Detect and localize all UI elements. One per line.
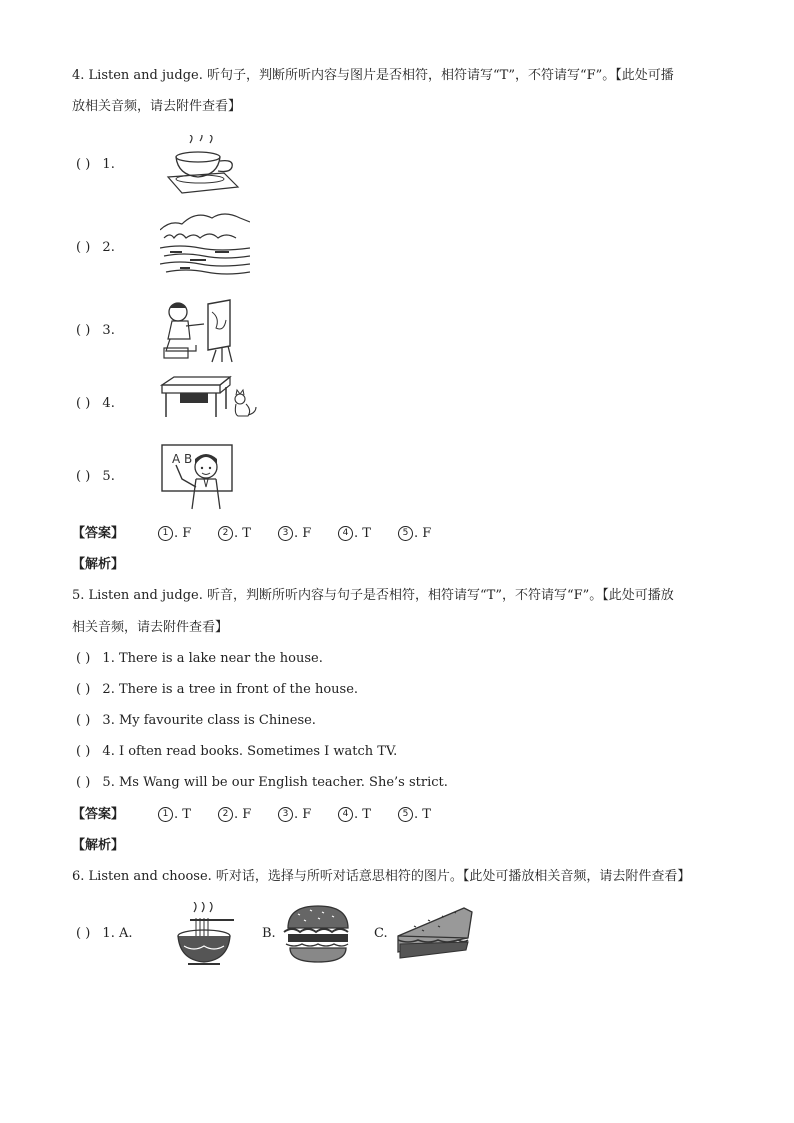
answer-blank[interactable]: ( ) bbox=[76, 157, 91, 172]
q4-item-5 bbox=[76, 467, 115, 487]
answer-3: 3 . F bbox=[278, 805, 338, 825]
q6-instruction: 6. Listen and choose. 听对话，选择与所听对话意思相符的图片。【此处可播放相关音频，请去附件查看】 bbox=[72, 869, 691, 884]
answer-blank[interactable]: ( ) bbox=[76, 775, 91, 790]
answer-blank[interactable]: ( ) bbox=[76, 744, 91, 759]
answer-2: 2 . F bbox=[218, 805, 278, 825]
answer-5: 5 . T bbox=[398, 805, 458, 825]
item-text: 4. I often read books. Sometimes I watch TV. bbox=[102, 744, 398, 759]
item-text: 3. My favourite class is Chinese. bbox=[102, 713, 316, 728]
q5-instruction-line2: 相关音频，请去附件查看】 bbox=[72, 620, 229, 635]
q6-item-1 bbox=[76, 924, 132, 944]
answer-blank[interactable]: ( ) bbox=[76, 651, 91, 666]
q4-instruction-line2: 放相关音频，请去附件查看】 bbox=[72, 99, 242, 114]
sandwich-picture bbox=[394, 906, 476, 962]
answer-2: 2 . T bbox=[218, 524, 278, 544]
q5-answer-label: 【答案】 bbox=[72, 807, 125, 822]
q5-analysis-label: 【解析】 bbox=[72, 838, 125, 853]
svg-text:A B: A B bbox=[172, 452, 193, 466]
answer-3: 3 . F bbox=[278, 524, 338, 544]
tea-cup-picture bbox=[160, 135, 242, 195]
item-number: 4. bbox=[102, 396, 115, 411]
answer-4: 4 . T bbox=[338, 524, 398, 544]
item-number: 1. bbox=[102, 157, 115, 172]
answer-5: 5 . F bbox=[398, 524, 458, 544]
boy-painting-picture bbox=[160, 298, 240, 364]
q4-answer-label: 【答案】 bbox=[72, 526, 125, 541]
q5-answers bbox=[158, 805, 458, 825]
answer-1: 1 . T bbox=[158, 805, 218, 825]
q6-option-c-label: C. bbox=[374, 926, 388, 941]
item-number: 2. bbox=[102, 240, 115, 255]
q5-item-5 bbox=[76, 773, 448, 793]
q4-item-4 bbox=[76, 394, 115, 414]
q4-instruction-line1: 4. Listen and judge. 听句子，判断所听内容与图片是否相符，相符请写“T”，不符请写“F”。【此处可播 bbox=[72, 68, 674, 83]
q4-answers bbox=[158, 524, 458, 544]
hamburger-picture bbox=[282, 904, 352, 964]
answer-blank[interactable]: ( ) bbox=[76, 926, 91, 941]
noodles-picture bbox=[174, 902, 236, 968]
item-number: 1. A. bbox=[102, 926, 133, 941]
q5-item-4 bbox=[76, 742, 397, 762]
item-number: 3. bbox=[102, 323, 115, 338]
answer-blank[interactable]: ( ) bbox=[76, 396, 91, 411]
answer-blank[interactable]: ( ) bbox=[76, 240, 91, 255]
item-text: 5. Ms Wang will be our English teacher. She’s strict. bbox=[102, 775, 448, 790]
q6-option-b-label: B. bbox=[262, 926, 276, 941]
answer-4: 4 . T bbox=[338, 805, 398, 825]
q5-item-3 bbox=[76, 711, 316, 731]
desk-and-cat-picture bbox=[160, 375, 260, 421]
q4-item-1 bbox=[76, 155, 115, 175]
answer-blank[interactable]: ( ) bbox=[76, 713, 91, 728]
q5-item-2 bbox=[76, 680, 358, 700]
teacher-at-blackboard-picture bbox=[160, 443, 236, 511]
q4-analysis-label: 【解析】 bbox=[72, 557, 125, 572]
answer-1: 1 . F bbox=[158, 524, 218, 544]
answer-blank[interactable]: ( ) bbox=[76, 469, 91, 484]
q5-item-1 bbox=[76, 649, 323, 669]
q4-item-2 bbox=[76, 238, 115, 258]
answer-blank[interactable]: ( ) bbox=[76, 323, 91, 338]
river-landscape-picture bbox=[160, 212, 250, 280]
q5-instruction-line1: 5. Listen and judge. 听音，判断所听内容与句子是否相符，相符请写“T”，不符请写“F”。【此处可播放 bbox=[72, 588, 674, 603]
q4-item-3 bbox=[76, 321, 115, 341]
item-text: 1. There is a lake near the house. bbox=[102, 651, 323, 666]
item-text: 2. There is a tree in front of the house. bbox=[102, 682, 359, 697]
answer-blank[interactable]: ( ) bbox=[76, 682, 91, 697]
item-number: 5. bbox=[102, 469, 115, 484]
